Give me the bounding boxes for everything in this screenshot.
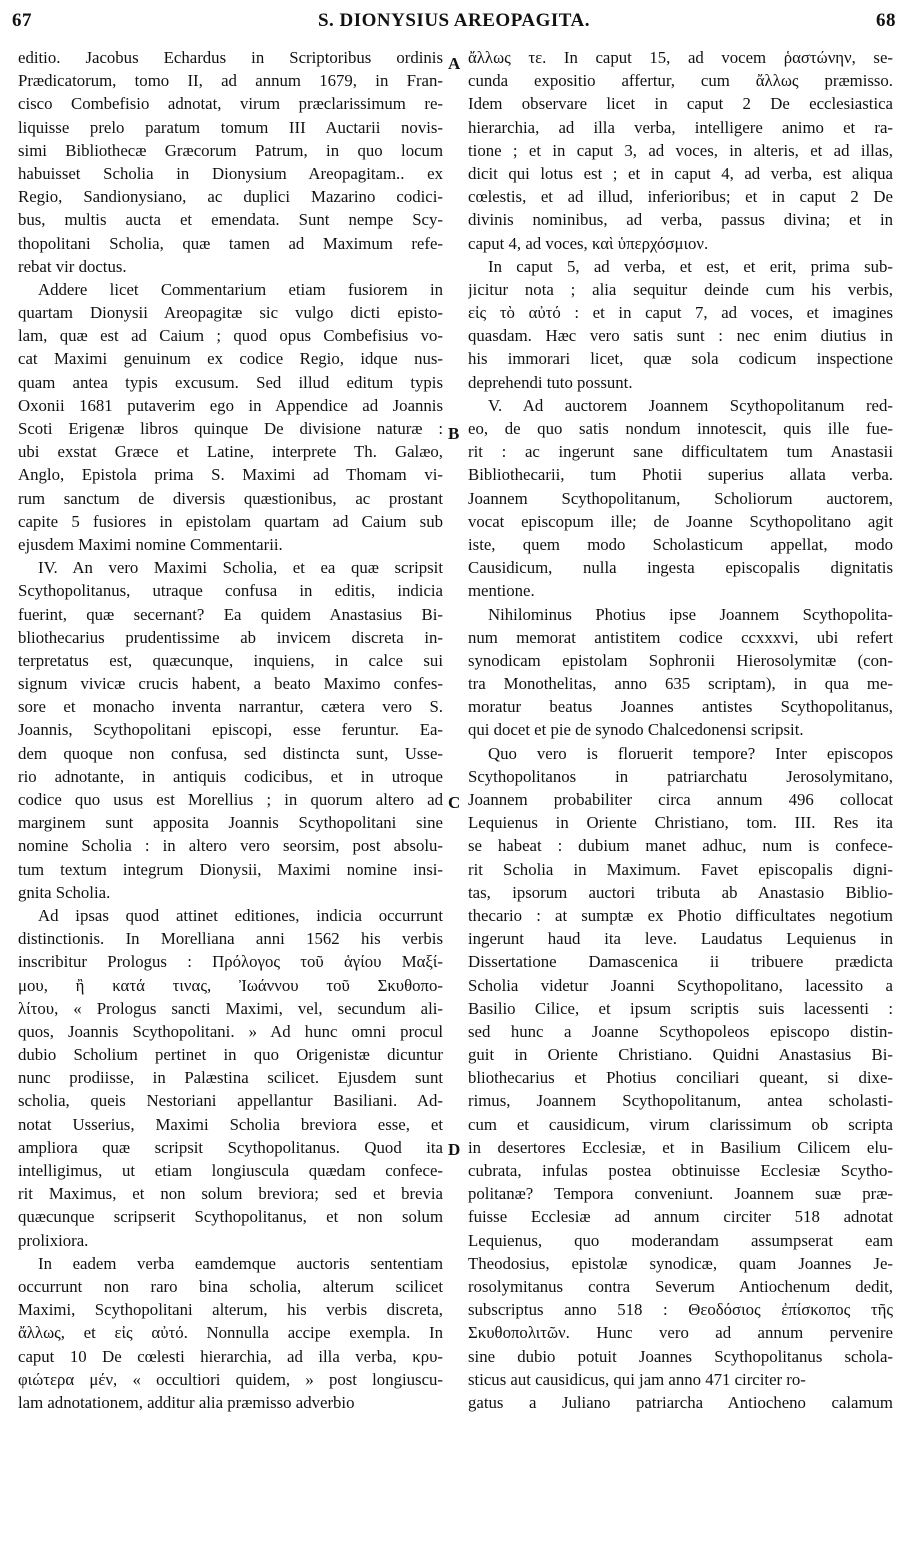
text-line: scholia, queis Nestoriani appellantur Basiliani. Ad- bbox=[18, 1091, 443, 1111]
text-line: V. Ad auctorem Joannem Scythopolitanum red- bbox=[488, 395, 893, 415]
text-line: quos, Joannis Scythopolitani. » Ad hunc omni procul bbox=[18, 1021, 443, 1041]
text-line: in desertores Ecclesiæ, et in Basilium Cilicem elu- bbox=[468, 1137, 893, 1157]
text-line: cunda expositio affertur, cum ἄλλως præmisso. bbox=[468, 71, 893, 91]
text-line: ἄλλως τε. In caput 15, ad vocem ῥαστώνην, se- bbox=[468, 48, 893, 67]
text-line: intelligimus, ut etiam longiuscula quædam confece- bbox=[18, 1161, 443, 1180]
text-line: ejusdem Maximi nomine Commentarii. bbox=[18, 534, 283, 554]
text-line: liquisse prelo paratum tomum III Auctarii novis- bbox=[18, 117, 443, 137]
text-line: codice quo usus est Morellius ; in quorum altero ad bbox=[18, 790, 443, 809]
text-line: sine dubio potuit Joannes Scythopolitanus schola- bbox=[468, 1346, 893, 1366]
text-line: qui docet et pie de synodo Chalcedonensi scripsit. bbox=[468, 720, 804, 740]
text-line: sore et monacho inventa narrantur, cætera vero S. bbox=[18, 697, 443, 717]
text-line: inscribitur Prologus : Πρόλογος τοῦ ἁγίου Μαξί- bbox=[18, 952, 443, 972]
text-line: iste, quem modo Scholasticum appellat, modo bbox=[468, 534, 893, 554]
text-line: dem quoque non confusa, sed distincta sunt, Usse- bbox=[18, 743, 443, 763]
running-title: S. DIONYSIUS AREOPAGITA. bbox=[317, 10, 591, 31]
page-number-right: 68 bbox=[876, 10, 896, 31]
text-line: rosolymitanus contra Severum Antiochenum dedit, bbox=[468, 1276, 893, 1296]
text-line: fuisse Ecclesiæ ad annum circiter 518 adnotat bbox=[468, 1207, 893, 1227]
text-line: marginem sunt apposita Joannis Scythopolitani sine bbox=[18, 813, 443, 833]
text-line: lam, quæ est ad Caium ; quod opus Combefisius vo- bbox=[18, 326, 443, 346]
text-line: cisco Combefisio adnotat, virum præclarissimum re- bbox=[18, 94, 443, 114]
text-line: hierarchia, ad illa verba, intelligere animo et ra- bbox=[468, 117, 893, 137]
text-line: editio. Jacobus Echardus in Scriptoribus ordinis bbox=[18, 48, 443, 67]
text-line: mentione. bbox=[468, 581, 535, 601]
text-line: terpretatus est, quæcunque, inquiens, in calce sui bbox=[18, 650, 443, 670]
text-line: Scythopolitanus, utraque confusa in editis, indicia bbox=[18, 581, 443, 601]
page-number-left: 67 bbox=[12, 10, 32, 31]
text-line: quasdam. Hæc vero satis sunt : nec enim diutius in bbox=[468, 326, 893, 346]
margin-marker-a: A bbox=[448, 54, 461, 73]
text-line: synodicam epistolam Sophronii Hierosolymitæ (con- bbox=[468, 650, 893, 670]
text-line: Addere licet Commentarium etiam fusiorem in bbox=[38, 279, 443, 299]
text-line: moratur beatus Joannes antistes Scythopolitanus, bbox=[468, 697, 893, 717]
running-head bbox=[12, 10, 896, 36]
text-line: ingerunt haud ita leve. Laudatus Lequienus in bbox=[468, 929, 893, 949]
text-line: ampliora quæ scripsit Scythopolitanus. Quod ita bbox=[18, 1137, 443, 1157]
text-line: rebat vir doctus. bbox=[18, 256, 127, 276]
text-line: λίτου, « Prologus sancti Maximi, vel, secundum ali- bbox=[18, 998, 443, 1018]
text-line: prolixiora. bbox=[18, 1230, 89, 1250]
text-line: ubi exstat Græce et Latine, interprete Th. Galæo, bbox=[18, 442, 443, 462]
text-line: lam adnotationem, additur alia præmisso adverbio bbox=[18, 1392, 355, 1412]
text-line: Joannem probabiliter circa annum 496 collocat bbox=[468, 790, 893, 809]
right-column bbox=[468, 46, 893, 1414]
text-line: sed hunc a Joanne Scythopoleos episcopo distin- bbox=[468, 1021, 893, 1041]
text-line: rio adnotante, in antiquis codicibus, et in utroque bbox=[18, 766, 443, 786]
text-line: cubrata, infulas postea obtinuisse Ecclesiæ Scytho- bbox=[468, 1161, 893, 1180]
margin-marker-d: D bbox=[448, 1140, 461, 1159]
text-line: occurrunt non raro bina scholia, alterum scilicet bbox=[18, 1276, 443, 1296]
text-line: divinis nominibus, ad verba, passus divina; et in bbox=[468, 210, 893, 230]
text-line: Scoti Erigenæ libros quinque De divisione naturæ : bbox=[18, 419, 443, 438]
text-line: habuisset Scholia in Dionysium Areopagitam.. ex bbox=[18, 163, 443, 183]
text-line: quartam Dionysii Areopagitæ sic vulgo dicti episto- bbox=[18, 303, 443, 323]
text-line: caput 10 De cœlesti hierarchia, ad illa verba, κρυ- bbox=[18, 1346, 443, 1366]
text-line: Basilio Cilice, et ipsum scriptis suis lacessenti : bbox=[468, 998, 893, 1018]
text-line: guit in Oriente Christiano. Quidni Anastasius Bi- bbox=[468, 1045, 893, 1065]
margin-marker-b: B bbox=[448, 424, 460, 443]
text-line: gnita Scholia. bbox=[18, 882, 111, 902]
text-line: caput 4, ad voces, καὶ ὑπερχόσμιον. bbox=[468, 233, 709, 253]
text-line: Anglo, Epistola prima S. Maximi ad Thomam vi- bbox=[18, 465, 443, 485]
text-line: Idem observare licet in caput 2 De ecclesiastica bbox=[468, 94, 893, 114]
text-line: Nihilominus Photius ipse Joannem Scythopolita- bbox=[488, 604, 893, 624]
text-line: notat Usserius, Maximi Scholia breviora esse, et bbox=[18, 1114, 443, 1134]
text-line: nunc prodiisse, in Palæstina scilicet. Ejusdem sunt bbox=[18, 1068, 443, 1088]
text-line: vocat episcopum ille; de Joanne Scythopolitano agit bbox=[468, 511, 893, 531]
text-line: capite 5 fusiores in epistolam quartam ad Caium sub bbox=[18, 511, 443, 531]
text-line: Lequienus in Oriente Christiano, tom. III. Res ita bbox=[468, 813, 893, 833]
text-line: quam antea typis excusum. Sed illud editum typis bbox=[18, 372, 443, 392]
text-line: tum textum integrum Dionysii, Maximi nomine insi- bbox=[18, 859, 443, 879]
text-line: Bibliothecarii, tum Photii superius allata verba. bbox=[468, 465, 893, 485]
text-line: jicitur nota ; alia sequitur deinde cum his verbis, bbox=[468, 279, 893, 299]
text-line: Ad ipsas quod attinet editiones, indicia occurrunt bbox=[38, 905, 443, 925]
text-line: Scholia videtur Joanni Scythopolitano, lacessito a bbox=[468, 975, 893, 995]
text-line: dubio Scholium pertinet in quo Origenistæ dicuntur bbox=[18, 1045, 443, 1065]
text-line: In eadem verba eamdemque auctoris sententiam bbox=[38, 1253, 443, 1273]
text-line: rimus, Joannem Scythopolitanum, antea scholasti- bbox=[468, 1091, 893, 1111]
text-line: simi Bibliothecæ Græcorum Patrum, in quo locum bbox=[18, 140, 443, 160]
text-line: nomine Scholia : in altero vero seorsim, post absolu- bbox=[18, 836, 443, 856]
left-column bbox=[18, 46, 443, 1414]
text-line: Maximi, Scythopolitani alterum, his verbis discreta, bbox=[18, 1300, 443, 1320]
text-line: dicit qui lotus est ; et in caput 4, ad verba, est aliqua bbox=[468, 163, 893, 183]
text-line: rit : ac ingerunt sane difficultatem tum Anastasii bbox=[468, 442, 893, 462]
text-line: rum sanctum de diversis quæstionibus, ac prostant bbox=[18, 488, 443, 508]
text-line: quæcunque scripserit Scythopolitanus, et non solum bbox=[18, 1207, 443, 1227]
text-line: eo, de quo satis nondum innotescit, quis ille fue- bbox=[468, 419, 893, 438]
text-line: cat Maximi genuinum ex codice Regio, idque nus- bbox=[18, 349, 443, 369]
text-line: Scythopolitanos in patriarchatu Jerosolymitano, bbox=[468, 766, 893, 786]
text-line: IV. An vero Maximi Scholia, et ea quæ scripsit bbox=[38, 558, 443, 578]
margin-marker-c: C bbox=[448, 793, 461, 812]
text-line: μου, ἢ κατά τινας, Ἰωάννου τοῦ Σκυθοπο- bbox=[18, 975, 443, 995]
text-line: gatus a Juliano patriarcha Antiocheno calamum bbox=[468, 1392, 893, 1412]
text-line: his immorari licet, quæ sola codicum inspectione bbox=[468, 349, 893, 369]
text-line: Oxonii 1681 putaverim ego in Appendice ad Joannis bbox=[18, 395, 443, 415]
text-line: politanæ? Tempora conveniunt. Joannem suæ præ- bbox=[468, 1184, 893, 1204]
text-line: Prædicatorum, tomo II, ad annum 1679, in Fran- bbox=[18, 71, 443, 91]
text-line: Quo vero is floruerit tempore? Inter episcopos bbox=[488, 743, 893, 763]
text-line: Joannem Scythopolitanum, Scholiorum auctorem, bbox=[468, 488, 893, 508]
text-line: distinctionis. In Morelliana anni 1562 his verbis bbox=[18, 929, 443, 949]
text-line: rit Maximus, et non solum breviora; sed et brevia bbox=[18, 1184, 443, 1204]
text-line: cœlestis, et ad illud, inferioribus; et in caput 2 De bbox=[468, 187, 893, 207]
text-line: εἰς τὸ αὐτό : et in caput 7, ad voces, et imagines bbox=[468, 303, 893, 323]
text-line: Joannis, Scythopolitani episcopi, esse feruntur. Ea- bbox=[18, 720, 443, 740]
text-line: se habeat : dubium manet adhuc, num is confece- bbox=[468, 836, 893, 856]
text-line: thopolitani Scholia, quæ tamen ad Maximum refe- bbox=[18, 233, 443, 253]
text-line: deprehendi tuto possunt. bbox=[468, 372, 633, 392]
text-line: bliothecarius et Photius conciliari queant, si dixe- bbox=[468, 1068, 893, 1088]
text-line: ἄλλως, et εἰς αὐτό. Nonnulla accipe exempla. In bbox=[18, 1323, 443, 1343]
text-line: thecario : at sumptæ ex Photio difficultates negotium bbox=[468, 905, 893, 925]
text-line: sticus aut causidicus, qui jam anno 471 circiter ro- bbox=[468, 1369, 806, 1389]
text-line: Causidicum, nulla ingesta episcopalis dignitatis bbox=[468, 558, 893, 578]
text-line: fuerint, quæ secernant? Ea quidem Anastasius Bi- bbox=[18, 604, 443, 624]
text-line: bliothecarius prudentissime ab invicem discreta in- bbox=[18, 627, 443, 647]
text-line: Lequienus, quo moderandam assumpserat eam bbox=[468, 1230, 893, 1250]
text-line: tione ; et in caput 3, ad voces, in alteris, et ad illas, bbox=[468, 140, 893, 160]
text-line: tra Monothelitas, anno 635 scriptam), in qua me- bbox=[468, 674, 893, 694]
text-line: Theodosius, epistolæ synodicæ, quam Joannes Je- bbox=[468, 1253, 893, 1273]
text-line: φιώτερα μέν, « occultiori quidem, » post longiuscu- bbox=[18, 1369, 443, 1389]
text-line: In caput 5, ad verba, et est, et erit, prima sub- bbox=[488, 256, 893, 276]
text-line: bus, multis aucta et emendata. Sunt nempe Scy- bbox=[18, 210, 443, 230]
text-line: subscriptus anno 518 : Θεοδόσιος ἐπίσκοπος τῆς bbox=[468, 1300, 893, 1320]
text-line: cum et causidicum, virum clarissimum ob scripta bbox=[468, 1114, 893, 1134]
text-line: tas, ipsorum auctori tributa ab Anastasio Biblio- bbox=[468, 882, 893, 902]
text-line: num memorat antistitem codice ccxxxvi, ubi refert bbox=[468, 627, 893, 647]
text-line: Dissertatione Damascenica ii tribuere prædicta bbox=[468, 952, 893, 972]
text-line: rit Scholia in Maximum. Favet episcopalis digni- bbox=[468, 859, 893, 879]
text-line: signum vivicæ crucis habent, a beato Maximo confes- bbox=[18, 674, 443, 694]
text-line: Regio, Sandionysiano, ac duplici Mazarino codici- bbox=[18, 187, 443, 207]
text-line: Σκυθοπολιτῶν. Hunc vero ad annum pervenire bbox=[468, 1323, 893, 1343]
